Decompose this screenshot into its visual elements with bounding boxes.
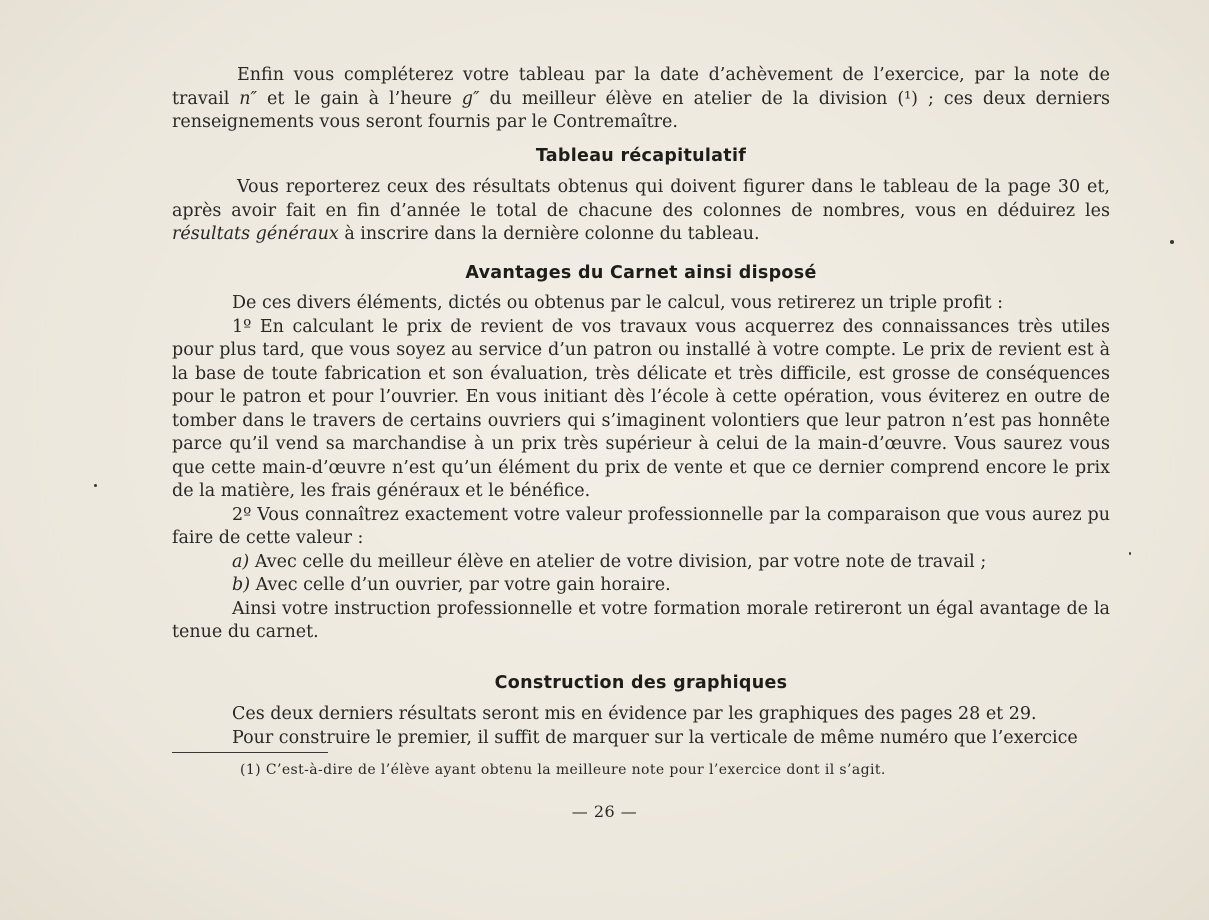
item-a-label: a) bbox=[232, 551, 250, 572]
section-tableau bbox=[172, 146, 1110, 166]
intro-text-a: Enfin vous compléterez votre tableau par la date d’achèvement de l’exercice, par la note de travail bbox=[172, 65, 1110, 109]
paper-speck bbox=[1170, 240, 1174, 244]
intro-text-c: du meilleur élève en atelier de la division (¹) ; ces deux derniers renseignements vous seront fournis par le Contremaître. bbox=[172, 88, 1110, 132]
item-b-text: Avec celle d’un ouvrier, par votre gain horaire. bbox=[250, 575, 671, 595]
section-title-tableau: Tableau récapitulatif bbox=[535, 146, 747, 166]
avantages-p1: De ces divers éléments, dictés ou obtenus par le calcul, vous retirerez un triple profit : bbox=[232, 293, 1003, 313]
footnote-rule bbox=[172, 752, 328, 753]
intro-block bbox=[172, 64, 1110, 135]
section-tableau-body bbox=[172, 176, 1110, 247]
section-avantages bbox=[172, 263, 1110, 283]
tableau-paragraph bbox=[172, 176, 1110, 247]
avantages-item-a bbox=[172, 551, 1110, 575]
var-n: n″ bbox=[239, 88, 258, 109]
intro-paragraph bbox=[172, 64, 1110, 135]
section-title-avantages: Avantages du Carnet ainsi disposé bbox=[465, 263, 817, 283]
avantages-p4: Ainsi votre instruction professionnelle et votre formation morale retireront un égal avantage de la tenue du carnet. bbox=[172, 598, 1110, 642]
avantages-p2: 1º En calculant le prix de revient de vos travaux vous acquerrez des connaissances très utiles pour plus tard, que vous soyez au service d’un patron ou installé à votre compte. Le prix de revient est à la base de toute fabrication et son évaluation, très délicate et très difficile, est grosse de conséquences pour le patron et pour l’ouvrier. En vous initiant dès l’école à cette opération, vous éviterez en outre de tomber dans le travers de certains ouvriers qui s’imaginent volontiers que leur patron n’est pas honnête parce qu’il vend sa marchandise à un prix très supérieur à celui de la main-d’œuvre. Vous saurez vous que cette main-d’œuvre n’est qu’un élément du prix de vente et que ce dernier comprend encore le prix de la matière, les frais généraux et le bénéfice. bbox=[172, 316, 1110, 501]
page-number: — 26 — bbox=[571, 802, 638, 821]
item-b-label: b) bbox=[232, 575, 251, 595]
tableau-text-em: résultats généraux bbox=[172, 224, 339, 244]
footnote: (1) C’est-à-dire de l’élève ayant obtenu la meilleure note pour l’exercice dont il s’agit. bbox=[240, 762, 886, 778]
section-title-graphiques: Construction des graphiques bbox=[494, 673, 788, 693]
section-avantages-body bbox=[172, 292, 1110, 645]
section-graphiques bbox=[172, 673, 1110, 693]
intro-text-b: et le gain à l’heure bbox=[257, 88, 462, 109]
tableau-text-a: Vous reporterez ceux des résultats obtenus qui doivent figurer dans le tableau de la page 30 et, après avoir fait en fin d’année le total de chacune des colonnes de nombres, vous en déduirez les bbox=[172, 177, 1110, 221]
paper-speck bbox=[94, 484, 97, 487]
avantages-item-b bbox=[172, 574, 1110, 598]
section-graphiques-body bbox=[172, 703, 1110, 750]
graphiques-p1: Ces deux derniers résultats seront mis en évidence par les graphiques des pages 28 et 29. bbox=[232, 704, 1037, 724]
graphiques-p2: Pour construire le premier, il suffit de marquer sur la verticale de même numéro que l’exercice bbox=[232, 727, 1078, 748]
avantages-p3: 2º Vous connaîtrez exactement votre valeur professionnelle par la comparaison que vous aurez pu faire de cette valeur : bbox=[172, 504, 1110, 548]
item-a-text: Avec celle du meilleur élève en atelier de votre division, par votre note de travail ; bbox=[249, 551, 987, 572]
var-g: g″ bbox=[461, 88, 480, 109]
tableau-text-b: à inscrire dans la dernière colonne du tableau. bbox=[338, 224, 760, 244]
paper-speck bbox=[1129, 552, 1131, 555]
